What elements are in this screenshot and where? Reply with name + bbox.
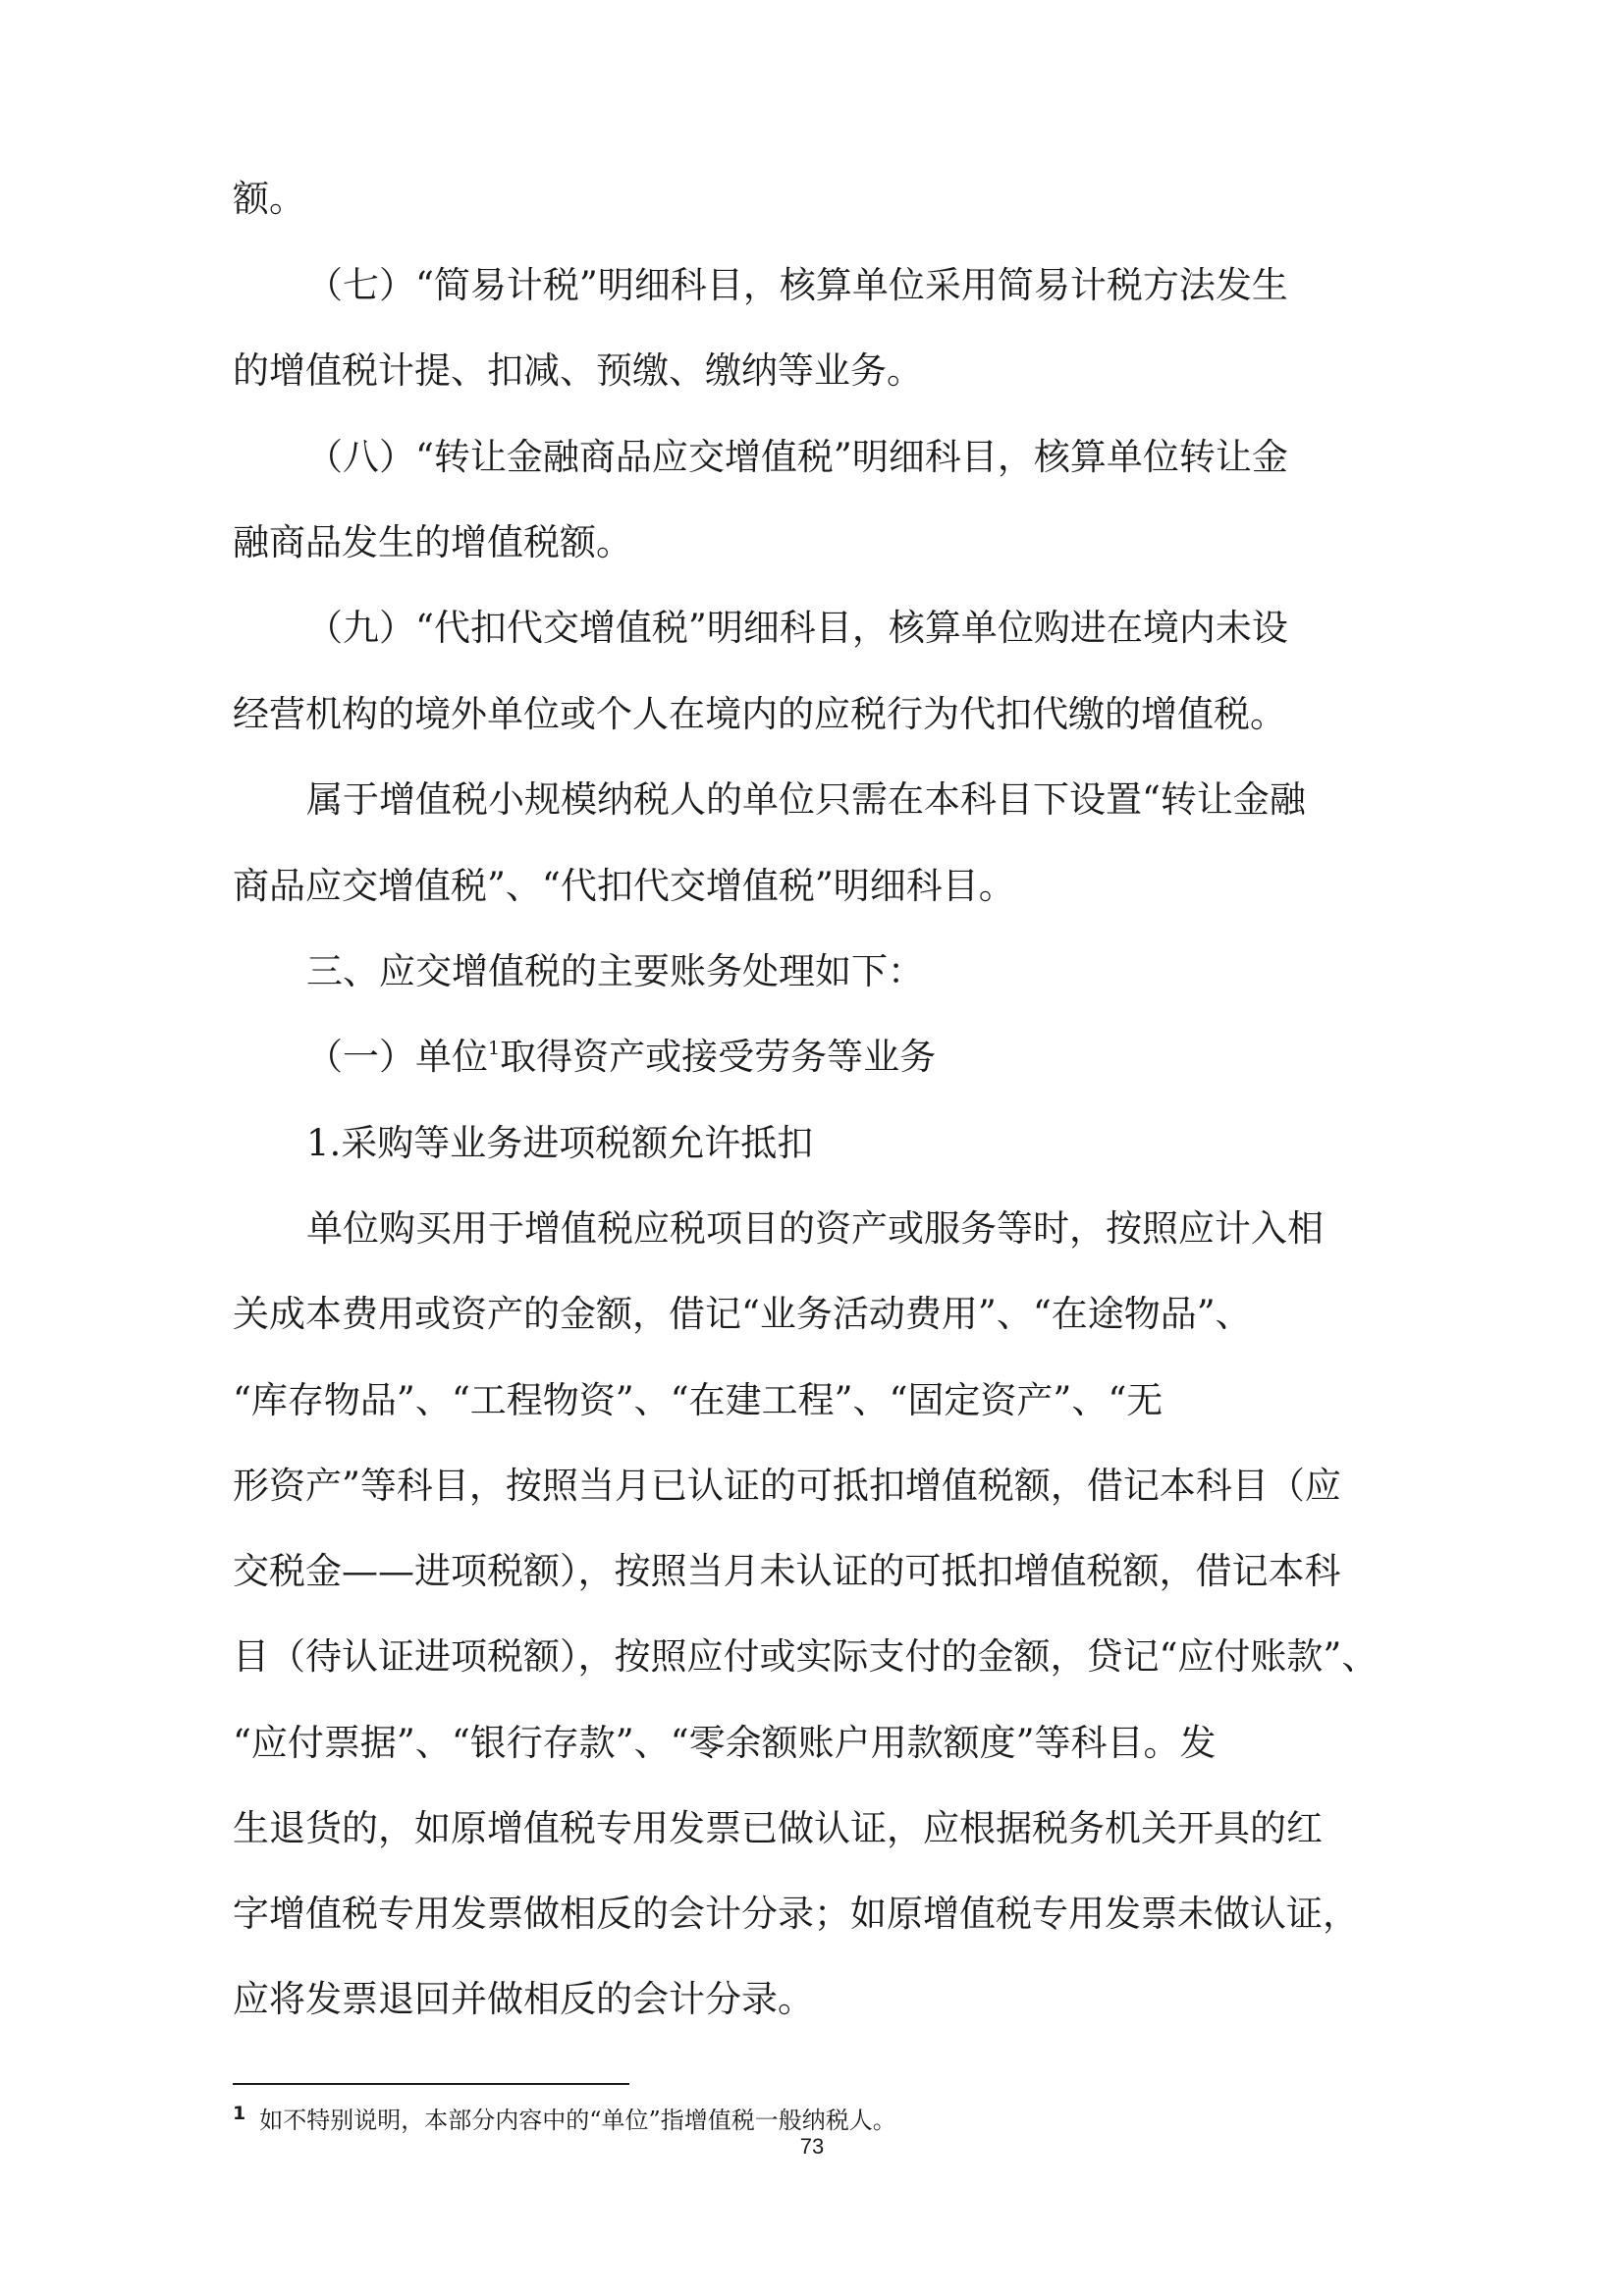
paragraph-line: “应付票据”、“银行存款”、“零余额账户用款额度”等科目。发 (233, 1722, 1217, 1764)
paragraph-line: 关成本费用或资产的金额，借记“业务活动费用”、“在途物品”、 (233, 1293, 1252, 1335)
paragraph-line: （七）“简易计税”明细科目，核算单位采用简易计税方法发生 (306, 264, 1288, 306)
item-heading: 1.采购等业务进项税额允许抵扣 (306, 1122, 814, 1164)
paragraph-line: 的增值税计提、扣减、预缴、缴纳等业务。 (233, 349, 923, 392)
subsection-heading-text: （一）单位 (306, 1036, 488, 1078)
paragraph-line: （八）“转让金融商品应交增值税”明细科目，核算单位转让金 (306, 436, 1288, 478)
subsection-heading (306, 1035, 936, 1080)
paragraph-line: 字增值税专用发票做相反的会计分录；如原增值税专用发票未做认证， (233, 1893, 1359, 1935)
paragraph-line: 交税金——进项税额），按照当月未认证的可抵扣增值税额，借记本科 (233, 1550, 1341, 1592)
subsection-heading-text: 取得资产或接受劳务等业务 (500, 1036, 937, 1078)
paragraph-line: “库存物品”、“工程物资”、“在建工程”、“固定资产”、“无 (233, 1379, 1164, 1421)
paragraph-line: 经营机构的境外单位或个人在境内的应税行为代扣代缴的增值税。 (233, 693, 1286, 735)
footnote-separator (233, 2083, 629, 2085)
paragraph-line: 融商品发生的增值税额。 (233, 521, 632, 563)
paragraph-line: 形资产”等科目，按照当月已认证的可抵扣增值税额，借记本科目（应 (233, 1465, 1341, 1507)
paragraph-line: 目（待认证进项税额），按照应付或实际支付的金额，贷记“应付账款”、 (233, 1635, 1379, 1678)
paragraph-line: 额。 (233, 178, 305, 220)
paragraph-line: 商品应交增值税”、“代扣代交增值税”明细科目。 (233, 865, 1015, 907)
footnote-mark: 1 (233, 2103, 246, 2124)
paragraph-line: 单位购买用于增值税应税项目的资产或服务等时，按照应计入相 (306, 1207, 1324, 1250)
paragraph-line: （九）“代扣代交增值税”明细科目，核算单位购进在境内未设 (306, 607, 1288, 649)
footnote-text: 如不特别说明，本部分内容中的“单位”指增值税一般纳税人。 (259, 2107, 896, 2134)
paragraph-line: 应将发票退回并做相反的会计分录。 (233, 1978, 814, 2020)
footnote-reference[interactable]: 1 (488, 1037, 501, 1059)
section-heading: 三、应交增值税的主要账务处理如下： (306, 950, 924, 992)
page-number: 73 (799, 2134, 825, 2159)
paragraph-line: 生退货的，如原增值税专用发票已做认证，应根据税务机关开具的红 (233, 1807, 1323, 1849)
paragraph-line: 属于增值税小规模纳税人的单位只需在本科目下设置“转让金融 (306, 778, 1306, 821)
